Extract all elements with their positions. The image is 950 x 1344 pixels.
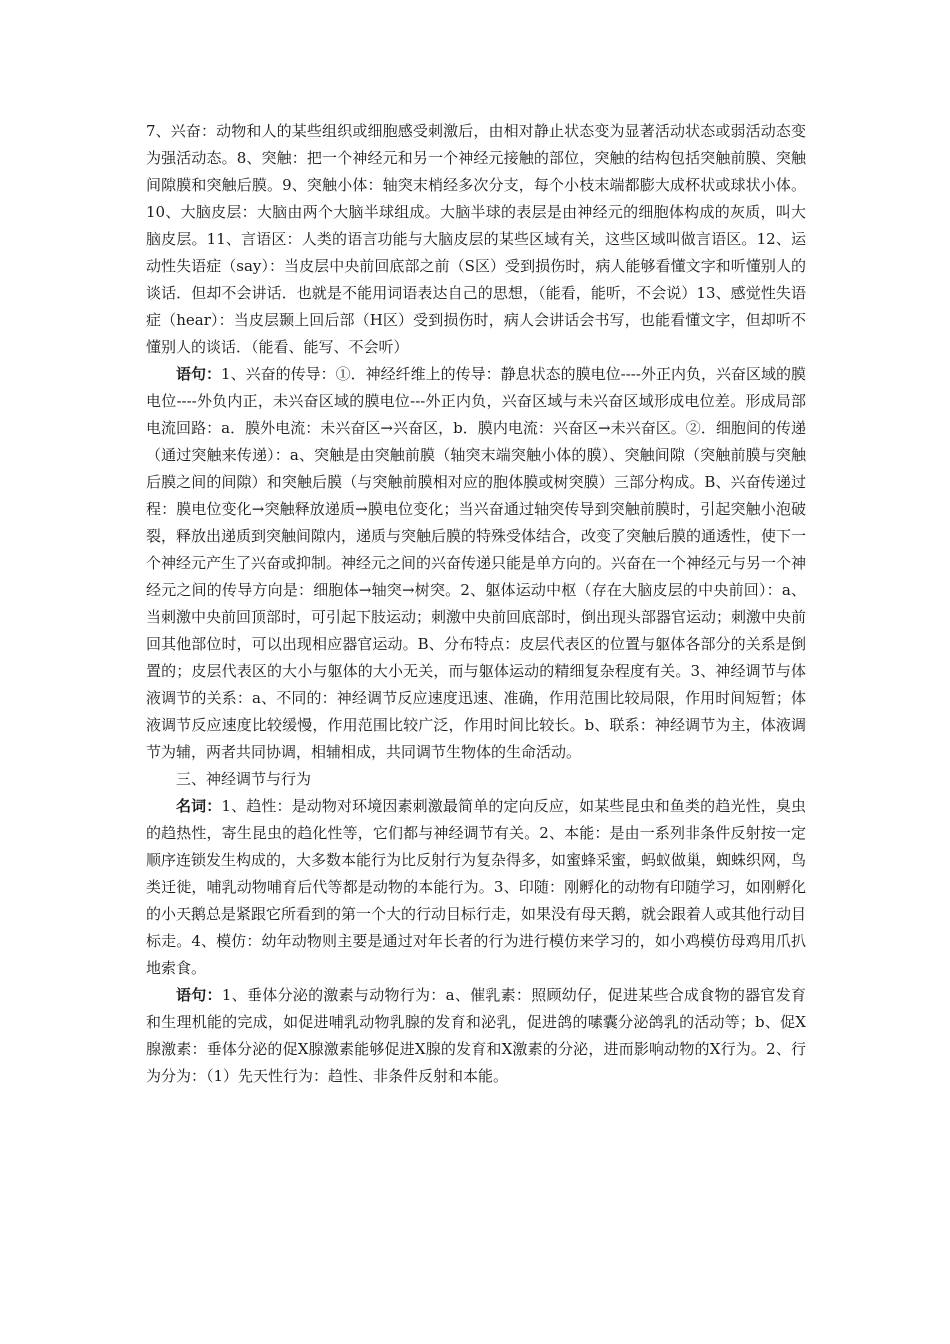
paragraph-sentences-conduction — [146, 361, 806, 766]
paragraph-definitions-neuro — [146, 118, 806, 361]
section-heading — [146, 766, 806, 793]
section-label: 语句： — [176, 986, 222, 1004]
document-page — [146, 118, 806, 1090]
heading-text: 三、神经调节与行为 — [176, 770, 312, 788]
paragraph-text: 1、兴奋的传导：①．神经纤维上的传导：静息状态的膜电位----外正内负，兴奋区域的膜电位----外负内正，未兴奋区域的膜电位---外正内负，兴奋区域与未兴奋区域形成电位差。形成局部电流回路：a．膜外电流：未兴奋区→兴奋区，b．膜内电流：兴奋区→未兴奋区。②．细胞间的传递（通过突触来传递）：a、突触是由突触前膜（轴突末端突触小体的膜）、突触间隙（突触前膜与突触后膜之间的间隙）和突触后膜（与突触前膜相对应的胞体膜或树突膜）三部分构成。B、兴奋传递过程：膜电位变化→突触释放递质→膜电位变化；当兴奋通过轴突传导到突触前膜时，引起突触小泡破裂，释放出递质到突触间隙内，递质与突触后膜的特殊受体结合，改变了突触后膜的通透性，使下一个神经元产生了兴奋或抑制。神经元之间的兴奋传递只能是单方向的。兴奋在一个神经元与另一个神经元之间的传导方向是：细胞体→轴突→树突。2、躯体运动中枢（存在大脑皮层的中央前回）：a、当刺激中央前回顶部时，可引起下肢运动；刺激中央前回底部时，倒出现头部器官运动；刺激中央前回其他部位时，可以出现相应器官运动。B、分布特点：皮层代表区的位置与躯体各部分的关系是倒置的；皮层代表区的大小与躯体的大小无关，而与躯体运动的精细复杂程度有关。3、神经调节与体液调节的关系：a、不同的：神经调节反应速度迅速、准确，作用范围比较局限，作用时间短暂；体液调节反应速度比较缓慢，作用范围比较广泛，作用时间比较长。b、联系：神经调节为主，体液调节为辅，两者共同协调，相辅相成，共同调节生物体的生命活动。 — [146, 365, 807, 761]
paragraph-text: 1、趋性：是动物对环境因素刺激最简单的定向反应，如某些昆虫和鱼类的趋光性，臭虫的趋热性，寄生昆虫的趋化性等，它们都与神经调节有关。2、本能：是由一系列非条件反射按一定顺序连锁发生构成的，大多数本能行为比反射行为复杂得多，如蜜蜂采蜜，蚂蚁做巢，蜘蛛织网，鸟类迁徙，哺乳动物哺育后代等都是动物的本能行为。3、印随：刚孵化的动物有印随学习，如刚孵化的小天鹅总是紧跟它所看到的第一个大的行动目标行走，如果没有母天鹅，就会跟着人或其他行动目标走。4、模仿：幼年动物则主要是通过对年长者的行为进行模仿来学习的，如小鸡模仿母鸡用爪扒地索食。 — [146, 797, 807, 977]
paragraph-definitions-behavior — [146, 793, 806, 982]
paragraph-text: 1、垂体分泌的激素与动物行为：a、催乳素：照顾幼仔，促进某些合成食物的器官发育和生理机能的完成，如促进哺乳动物乳腺的发育和泌乳，促进鸽的嗉囊分泌鸽乳的活动等；b、促X腺激素：垂体分泌的促X腺激素能够促进X腺的发育和X激素的分泌，进而影响动物的X行为。2、行为分为：（1）先天性行为：趋性、非条件反射和本能。 — [146, 986, 806, 1085]
section-label: 语句： — [176, 365, 222, 383]
section-label: 名词： — [176, 797, 222, 815]
paragraph-text: 7、兴奋：动物和人的某些组织或细胞感受刺激后，由相对静止状态变为显著活动状态或弱活动态变为强活动态。8、突触：把一个神经元和另一个神经元接触的部位，突触的结构包括突触前膜、突触间隙膜和突触后膜。9、突触小体：轴突末梢经多次分支，每个小枝末端都膨大成杯状或球状小体。10、大脑皮层：大脑由两个大脑半球组成。大脑半球的表层是由神经元的细胞体构成的灰质，叫大脑皮层。11、言语区：人类的语言功能与大脑皮层的某些区域有关，这些区域叫做言语区。12、运动性失语症（say）：当皮层中央前回底部之前（S区）受到损伤时，病人能够看懂文字和听懂别人的谈话．但却不会讲话．也就是不能用词语表达自己的思想，（能看，能听，不会说）13、感觉性失语症（hear）：当皮层颞上回后部（H区）受到损伤时，病人会讲话会书写，也能看懂文字，但却听不懂别人的谈话．（能看、能写、不会听） — [146, 122, 806, 356]
paragraph-sentences-hormones — [146, 982, 806, 1090]
